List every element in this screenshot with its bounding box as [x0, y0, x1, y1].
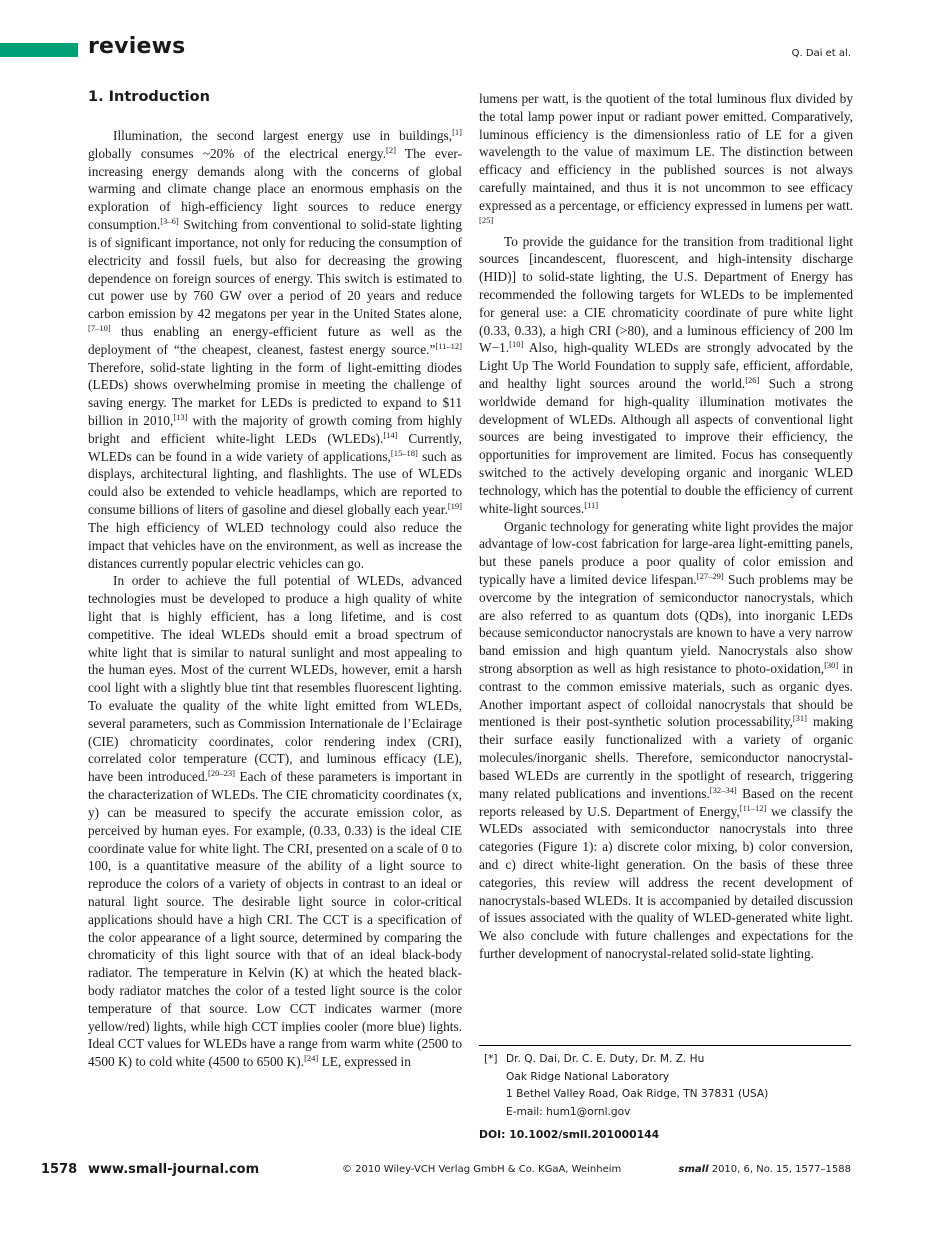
citation-journal: small [678, 1164, 709, 1175]
footnote-line: E-mail: hum1@ornl.gov [506, 1105, 631, 1118]
author-footnote [484, 1051, 768, 1121]
citation-details: 2010, 6, No. 15, 1577–1588 [711, 1164, 851, 1175]
citation-ref[interactable]: [2] [386, 144, 396, 155]
section-heading: 1. Introduction [88, 89, 210, 105]
footnote-divider [479, 1045, 851, 1046]
footnote-line: 1 Bethel Valley Road, Oak Ridge, TN 37831 (USA) [506, 1088, 769, 1100]
journal-section-label: reviews [88, 34, 186, 59]
citation-ref[interactable]: [7–10] [88, 322, 111, 333]
journal-url-link[interactable]: www.small-journal.com [88, 1162, 260, 1177]
citation-ref[interactable]: [31] [792, 713, 808, 724]
citation-ref[interactable]: [15–18] [390, 447, 418, 458]
citation-ref[interactable]: [13] [173, 412, 188, 422]
page-number: 1578 [41, 1162, 78, 1177]
footnote-line: Dr. Q. Dai, Dr. C. E. Duty, Dr. M. Z. Hu [506, 1053, 705, 1065]
citation-ref[interactable]: [20–23] [207, 768, 235, 779]
paragraph: Organic technology for generating white light provides the major advantage of low-cost fabrication for large-area light-emitting panels, but these panels produce a poor quality of color emission and typically have a limited device lifespan.[27–29] Such problems may be overcome by the integration of semiconductor nanocrystals, which are also referred to as quantum dots (QDs), into inorganic LEDs because semiconductor nanocrystals are known to have a very narrow band emission and high quantum yield. Nanocrystals also show strong absorption as well as high resistance to photo-oxidation,[30] in contrast to the common emissive materials, such as organic dyes. Another important aspect of colloidal nanocrystals that should be mentioned is their post-synthetic solution processability,[31] making their surface easily functionalized with a variety of organic molecules/inorganic shells. Therefore, semiconductor nanocrystal-based WLEDs are currently in the spotlight of research, triggering many related publications and inventions.[32–34] Based on the recent reports released by U.S. Department of Energy,[11–12] we classify the WLEDs associated with semiconductor nanocrystals into three categories (Figure 1): a) discrete color mixing, b) color conversion, and c) direct white-light generation. On the basis of these three categories, this review will address the recent development of nanocrystals-based WLEDs. It is accompanied by detailed discussion of issues associated with the quality of WLED-generated white light. We also conclude with future challenges and expectations for the further development of nanocrystal-related solid-state lighting. [479, 518, 854, 961]
page-footer [0, 1162, 925, 1178]
left-column [88, 88, 462, 1071]
citation-ref[interactable]: [24] [304, 1053, 319, 1064]
copyright-notice: © 2010 Wiley-VCH Verlag GmbH & Co. KGaA, Weinheim [342, 1164, 622, 1175]
citation-ref[interactable]: [3–6] [160, 216, 179, 227]
paragraph: To provide the guidance for the transition from traditional light sources [incandescent, fluorescent, and high-intensity discharge (HID)] to solid-state lighting, the U.S. Department of Energy has recommended the following targets for WLEDs to be implemented for general use: a CIE chromaticity coordinate of pure white light (0.33, 0.33), a high CRI (>80), and a luminous efficiency of 200 lm W−1.[10] Also, high-quality WLEDs are strongly advocated by the Light Up The World Foundation to supply safe, efficient, affordable, and healthy light sources around the world.[26] Such a strong worldwide demand for high-quality illumination motivates the development of WLEDs. Although all aspects of conventional light sources are being investigated to improve their efficiency, the opportunities for improvement are limited. Focus has consequently switched to the actively developing organic and inorganic WLED technology, which has the potential to double the efficiency of current white-light sources.[11] [479, 233, 853, 516]
citation-ref[interactable]: [11–12] [435, 340, 462, 351]
citation-ref[interactable]: [14] [383, 429, 398, 440]
citation-ref[interactable]: [32–34] [709, 784, 737, 795]
footnote-line: Oak Ridge National Laboratory [506, 1070, 670, 1083]
citation-ref[interactable]: [11] [584, 499, 599, 510]
header-accent-bar [0, 43, 78, 57]
doi: DOI: 10.1002/smll.201000144 [479, 1128, 660, 1141]
citation-ref[interactable]: [27–29] [696, 570, 724, 581]
citation-ref[interactable]: [25] [479, 214, 494, 225]
citation-ref[interactable]: [19] [447, 501, 462, 512]
footnote-mark: [*] [484, 1053, 498, 1065]
right-column [479, 90, 853, 963]
paragraph: In order to achieve the full potential of WLEDs, advanced technologies must be developed to produce a high quality of white light that is highly efficient, has a long lifetime, and is cost competitive. The ideal WLEDs should emit a broad spectrum of white light that is similar to natural sunlight and most appealing to the human eyes. Most of the current WLEDs, however, emit a harsh cool light with a slightly blue tint that resembles fluorescent lighting. To evaluate the quality of the white light emitted from WLEDs, several parameters, such as Commission Internationale de l’Eclairage (CIE) chromaticity coordinates, color rendering index (CRI), correlated color temperature (CCT), and luminous efficacy (LE), have been introduced.[20–23] Each of these parameters is important in the characterization of WLEDs. The CIE chromaticity coordinates (x, y) can be measured to specify the accurate emission color, as perceived by human eyes. For example, (0.33, 0.33) is the ideal CIE coordinate value for white light. The CRI, presented on a scale of 0 to 100, is a quantitative measure of the ability of a light source to reproduce the colors of a variety of objects in contrast to an ideal or natural light source. The desirable light source in color-critical applications should have a high CRI. The CCT is a specification of the color appearance of a light source, determined by comparing the chromaticity of this light source with that of an ideal black-body radiator. The temperature in Kelvin (K) at which the heated black-body radiator matches the color of a tested light source is the color temperature of that source. Low CCT indicates warmer (more yellow/red) lights, while high CCT implies cooler (more blue) lights. Ideal CCT values for WLEDs have a range from warm white (2500 to 4500 K) to cold white (4500 to 6500 K).[24] LE, expressed in [88, 573, 462, 1070]
citation-ref[interactable]: [30] [824, 660, 839, 670]
citation-ref[interactable]: [26] [745, 375, 760, 385]
journal-citation [679, 1164, 851, 1175]
citation-ref[interactable]: [11–12] [739, 802, 767, 813]
paragraph: Illumination, the second largest energy use in buildings,[1] globally consumes ~20% of the electrical energy.[2] The ever-increasing energy demands along with the concerns of global warming and climate change place an enormous emphasis on the exploration of high-efficiency light sources to reduce energy consumption.[3–6] Switching from conventional to solid-state lighting is of significant importance, not only for reducing the consumption of electricity and fossil fuels, but also for decreasing the growing dependence on foreign sources of energy. This switch is estimated to cut power use by 760 GW over a period of 20 years and reduce carbon emission by 42 megatons per year in the United States alone,[7–10] thus enabling an energy-efficient future as well as the deployment of “the cheapest, cleanest, fastest energy source.”[11–12] Therefore, solid-state lighting in the form of light-emitting diodes (LEDs) shows overwhelming promise in meeting the challenge of saving energy. The market for LEDs is predicted to expand to $11 billion in 2010,[13] with the majority of growth coming from highly bright and efficient white-light LEDs (WLEDs).[14] Currently, WLEDs can be found in a wide variety of applications,[15–18] such as displays, architectural lighting, and flashlights. The use of WLEDs could also be extended to vehicle headlamps, which are reported to consume billions of liters of gasoline and diesel globally each year.[19] The high efficiency of WLED technology could also reduce the impact that vehicles have on the environment, as well as increase the distances currently popular electric vehicles can go. [88, 127, 462, 571]
running-head-authors: Q. Dai et al. [791, 48, 851, 59]
citation-ref[interactable]: [10] [509, 339, 524, 350]
citation-ref[interactable]: [1] [452, 127, 462, 137]
paragraph: lumens per watt, is the quotient of the total luminous flux divided by the total lamp power input or radiant power emitted. Comparatively, luminous efficiency is the dimensionless ratio of LE for a given wavelength to the value of maximum LE. The distinction between efficacy and efficiency in the published sources is not always carefully maintained, and thus it is not uncommon to see efficacy expressed as a percentage, or efficiency expressed in lumens per watt.[25] [479, 91, 853, 225]
